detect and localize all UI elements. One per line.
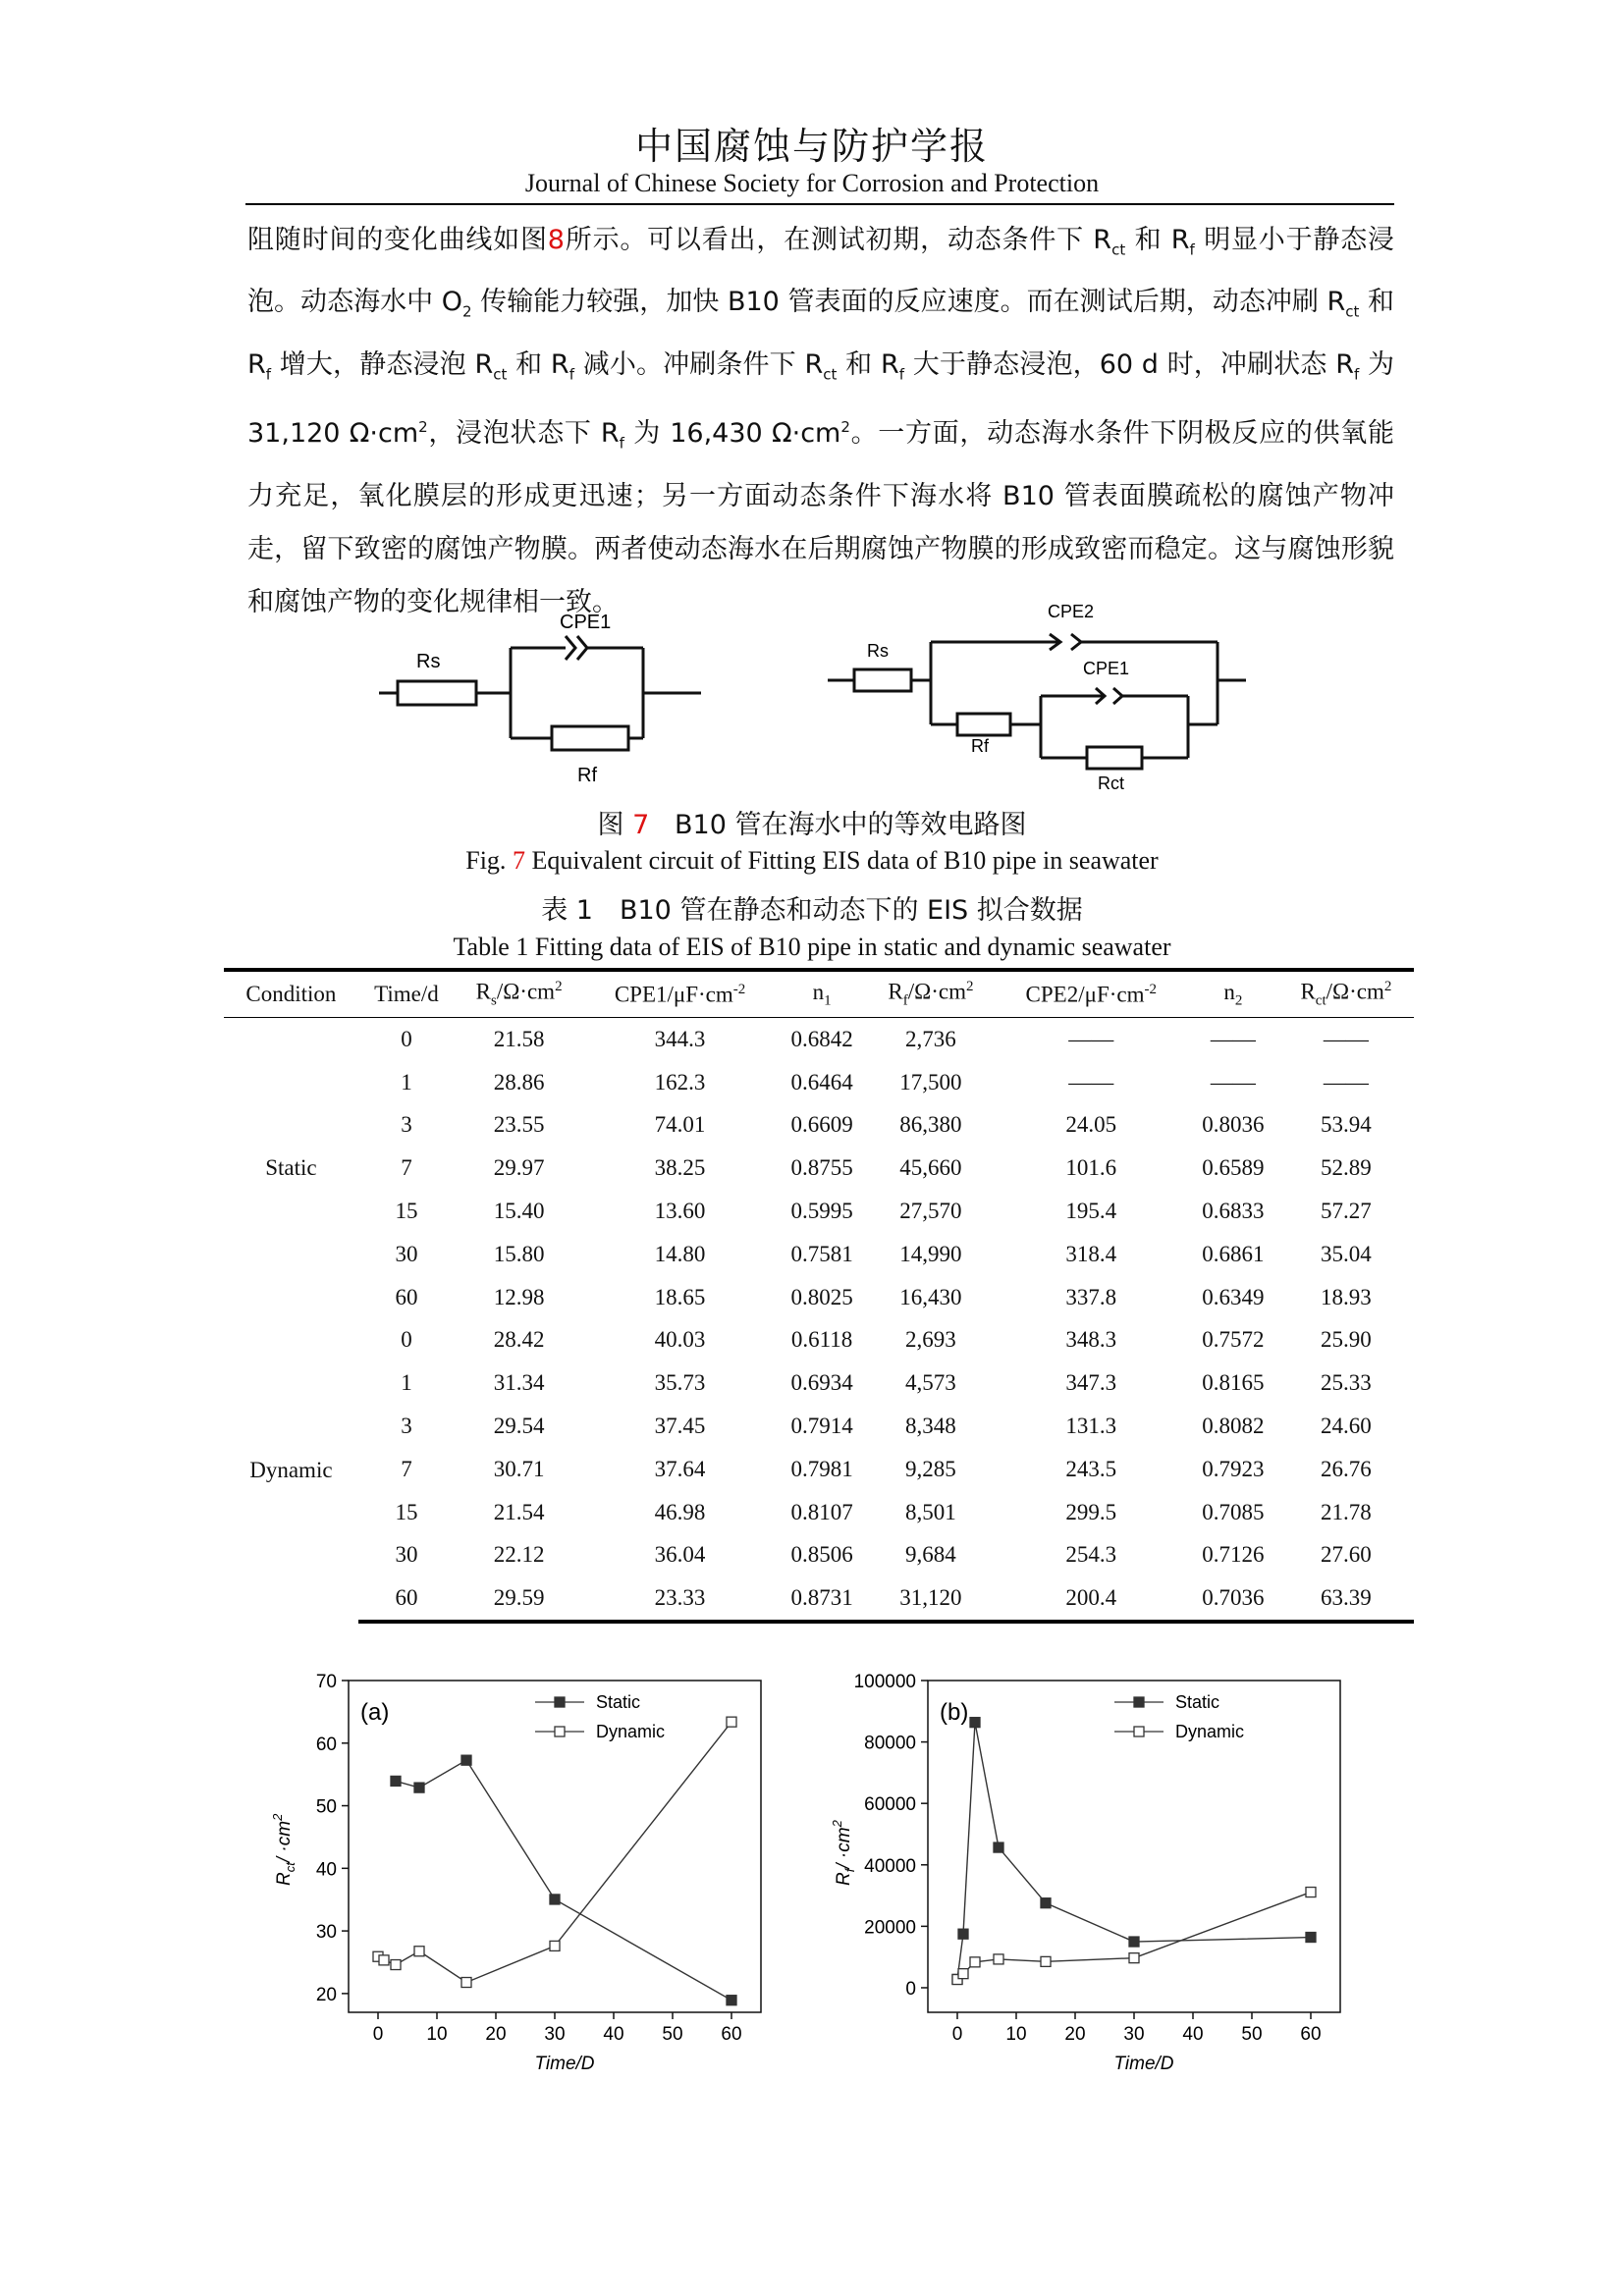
y-tick-label: 60000 (864, 1794, 916, 1816)
body-paragraph: 阻随时间的变化曲线如图8所示。可以看出，在测试初期，动态条件下 $R_{ct}$ 和 $R_f$ 明显小于静态浸泡。动态海水中 $O_2$ 传输能力较强，加快 B10 管表面的反应速度。而在测试后期，动态冲刷 $R_{ct}$ 和 $R_f$ 增大，静态浸泡 $R_{ct}$ 和 $R_f$ 减小。冲刷条件下 $R_{ct}$ 和 $R_f$ 大于静态浸泡，60 d 时，冲刷状态 $R_f$ 为 31,120 $\Omega\cdot cm^2$，浸泡状态下 $R_f$ 为 16,430 $\Omega\cdot cm^2$。一方面，动态海水条件下阴极反应的供氧能力充足，氧化膜层的形成更迅速；另一方面动态条件下海水将 B10 管表面膜疏松的腐蚀产物冲走，留下致密的腐蚀产物膜。两者使动态海水在后期腐蚀产物膜的形成致密而稳定。这与腐蚀形貌和腐蚀产物的变化规律相一致。 (247, 225, 1394, 617)
table-cell: 14.80 (654, 1241, 706, 1266)
table-cell: 0.8165 (1202, 1370, 1265, 1396)
table-cell: 0.6349 (1202, 1284, 1265, 1309)
table-cell: 101.6 (1065, 1155, 1117, 1181)
rs-label-2: Rs (867, 641, 889, 661)
table-cell: 0.7981 (790, 1456, 853, 1481)
table-cell: 13.60 (654, 1199, 706, 1224)
table-cell: 30 (395, 1241, 418, 1266)
table-cell: —— (1210, 1069, 1256, 1095)
table-cell: 31.34 (493, 1370, 545, 1396)
table-cell: 0.8755 (790, 1155, 853, 1181)
table-cell: 57.27 (1321, 1199, 1372, 1224)
table-cell: 0.6842 (790, 1026, 853, 1051)
table-cell: 0.8082 (1202, 1414, 1265, 1439)
col-n2: $n_2$ (1188, 970, 1278, 1018)
x-tick-label: 30 (1123, 2024, 1145, 2045)
table-cell: 24.05 (1065, 1112, 1117, 1138)
table-cell: 0.8506 (790, 1542, 853, 1568)
table-row (224, 1319, 1414, 1362)
y-tick-label: 0 (905, 1978, 916, 2000)
x-tick-label: 40 (1182, 2024, 1204, 2045)
table-cell: 15 (395, 1499, 418, 1524)
table-cell: 0 (401, 1327, 412, 1353)
table-cell: 299.5 (1065, 1499, 1117, 1524)
table-cell: 14,990 (899, 1241, 962, 1266)
y-axis-label: $R_{ct}/ \cdot cm^2$ (270, 1813, 298, 1886)
data-point-dynamic (379, 1955, 389, 1965)
fig7-caption-en: Fig. 7 Equivalent circuit of Fitting EIS data of B10 pipe in seawater (465, 846, 1159, 875)
data-point-dynamic (414, 1947, 424, 1956)
table-cell: 0.8107 (790, 1499, 853, 1524)
table-cell: 36.04 (654, 1542, 706, 1568)
table-cell: 74.01 (654, 1112, 706, 1138)
table-cell: 4,573 (905, 1370, 956, 1396)
table-cell: 24.60 (1321, 1414, 1372, 1439)
panel-label: (b) (940, 1699, 969, 1726)
table-row (224, 1018, 1414, 1061)
y-tick-label: 20000 (864, 1917, 916, 1939)
table-cell: 2,693 (905, 1327, 956, 1353)
table-cell: 9,285 (905, 1456, 956, 1481)
table-cell: 46.98 (654, 1499, 706, 1524)
table-cell: 0.7923 (1202, 1456, 1265, 1481)
table-cell: 21.58 (493, 1026, 545, 1051)
x-tick-label: 30 (544, 2024, 566, 2045)
x-tick-label: 50 (1241, 2024, 1263, 2045)
table-cell: 347.3 (1065, 1370, 1117, 1396)
table-cell: 0.6589 (1202, 1155, 1265, 1181)
legend-label: Static (596, 1692, 641, 1712)
data-point-dynamic (1041, 1956, 1051, 1966)
y-tick-label: 100000 (853, 1672, 916, 1692)
table-cell: 23.55 (493, 1112, 545, 1138)
table-cell: 9,684 (905, 1542, 956, 1568)
table-cell: 0.7581 (790, 1241, 853, 1266)
table-cell: 0.5995 (790, 1199, 853, 1224)
table-cell: 40.03 (654, 1327, 706, 1353)
table-cell: 162.3 (654, 1069, 706, 1095)
table1-caption-en: Table 1 Fitting data of EIS of B10 pipe in static and dynamic seawater (453, 933, 1171, 961)
data-point-static (1041, 1898, 1051, 1908)
data-point-static (1129, 1937, 1139, 1947)
table-cell: 0.7126 (1202, 1542, 1265, 1568)
fig-ref-link[interactable]: 8 (547, 225, 565, 255)
journal-title-cn: 中国腐蚀与防护学报 (634, 125, 989, 168)
table-cell: 0.8036 (1202, 1112, 1265, 1138)
table-cell: 52.89 (1321, 1155, 1372, 1181)
x-tick-label: 10 (426, 2024, 448, 2045)
table-cell: 86,380 (899, 1112, 962, 1138)
table-cell: 16,430 (899, 1284, 962, 1309)
legend-marker (555, 1727, 565, 1736)
col-cpe1: $CPE1/\mu F\cdot cm^{-2}$ (583, 970, 777, 1018)
journal-title-en: Journal of Chinese Society for Corrosion and Protection (524, 169, 1100, 197)
table-cell: 131.3 (1065, 1414, 1117, 1439)
col-rf: $R_f/\Omega\cdot cm^2$ (867, 970, 995, 1018)
fig7-caption-cn: 图 7 B10 管在海水中的等效电路图 (597, 810, 1027, 840)
legend-marker (555, 1697, 565, 1707)
y-tick-label: 60 (315, 1734, 337, 1755)
table-cell: 0.7036 (1188, 1576, 1278, 1622)
table-cell: 21.54 (493, 1499, 545, 1524)
data-point-dynamic (727, 1717, 736, 1727)
table-cell: 243.5 (1065, 1456, 1117, 1481)
cpe2-label: CPE2 (1048, 602, 1095, 621)
table-cell: 8,348 (905, 1414, 956, 1439)
y-tick-label: 40 (315, 1859, 337, 1881)
y-tick-label: 50 (315, 1796, 337, 1818)
table-cell: 0.7085 (1202, 1499, 1265, 1524)
x-tick-label: 60 (1300, 2024, 1322, 2045)
table-cell: 29.97 (493, 1155, 545, 1181)
table-cell: 30 (395, 1542, 418, 1568)
table-cell: 348.3 (1065, 1327, 1117, 1353)
table-cell: —— (1323, 1026, 1369, 1051)
table-cell: 15.80 (493, 1241, 545, 1266)
table-row (224, 1362, 1414, 1405)
table-cell: 0.7572 (1202, 1327, 1265, 1353)
table-cell: 22.12 (493, 1542, 545, 1568)
table-cell: 53.94 (1321, 1112, 1372, 1138)
table-cell: 337.8 (1065, 1284, 1117, 1309)
table-cell: 23.33 (583, 1576, 777, 1622)
x-axis-label: Time/D (1113, 2054, 1174, 2074)
table-cell: 0.8731 (777, 1576, 867, 1622)
table-cell: 0.6464 (790, 1069, 853, 1095)
x-tick-label: 40 (603, 2024, 624, 2045)
col-n1: $n_1$ (777, 970, 867, 1018)
table-cell: 60 (395, 1284, 418, 1309)
legend-marker (1134, 1727, 1144, 1736)
table-cell: 37.45 (654, 1414, 706, 1439)
rct-label: Rct (1098, 774, 1124, 793)
table-row (224, 1491, 1414, 1534)
data-point-dynamic (461, 1978, 471, 1988)
table-cell: —— (1068, 1026, 1114, 1051)
table-cell: 38.25 (654, 1155, 706, 1181)
table-cell: 0.7914 (790, 1414, 853, 1439)
x-axis-label: Time/D (534, 2054, 595, 2074)
x-tick-label: 50 (662, 2024, 683, 2045)
table-cell: 60 (358, 1576, 455, 1622)
table-cell: 0.6118 (790, 1327, 853, 1353)
table-cell: 37.64 (654, 1456, 706, 1481)
header-rule (245, 203, 1394, 205)
table-row (224, 1576, 1414, 1622)
legend-label: Dynamic (1175, 1722, 1245, 1741)
rs-label: Rs (416, 651, 441, 672)
rf-label-2: Rf (971, 736, 989, 756)
table-cell: 195.4 (1065, 1199, 1117, 1224)
table-cell: 25.33 (1321, 1370, 1372, 1396)
y-tick-label: 70 (315, 1672, 337, 1692)
table-cell: 0.6833 (1202, 1199, 1265, 1224)
table-cell: 29.54 (493, 1414, 545, 1439)
table-cell: 7 (401, 1155, 412, 1181)
table-cell: —— (1068, 1069, 1114, 1095)
y-tick-label: 40000 (864, 1855, 916, 1877)
table-cell: 25.90 (1321, 1327, 1372, 1353)
table-cell: 17,500 (899, 1069, 962, 1095)
col-rct: $R_{ct}/\Omega\cdot cm^2$ (1278, 970, 1414, 1018)
table-cell: 35.73 (654, 1370, 706, 1396)
x-tick-label: 10 (1005, 2024, 1027, 2045)
col-condition: Condition (224, 970, 358, 1018)
table1-caption-cn: 表 1 B10 管在静态和动态下的 EIS 拟合数据 (541, 895, 1083, 926)
data-point-static (970, 1718, 980, 1728)
table-cell: 0.6609 (790, 1112, 853, 1138)
data-point-static (958, 1929, 968, 1939)
chart-rf (825, 1669, 1375, 2101)
rf-label: Rf (577, 765, 597, 786)
data-point-dynamic (970, 1957, 980, 1967)
table-cell: 26.76 (1321, 1456, 1372, 1481)
x-tick-label: 20 (1064, 2024, 1086, 2045)
table-cell: 21.78 (1321, 1499, 1372, 1524)
table-cell: —— (1210, 1026, 1256, 1051)
data-point-static (550, 1895, 560, 1904)
table-cell: 30.71 (493, 1456, 545, 1481)
series-line-dynamic (957, 1893, 1311, 1980)
table-cell: 27.60 (1321, 1542, 1372, 1568)
table-row (224, 1147, 1414, 1190)
table-cell: 254.3 (1065, 1542, 1117, 1568)
condition-cell: Static (265, 1155, 317, 1181)
table-row (224, 1448, 1414, 1491)
table-cell: 0.6934 (790, 1370, 853, 1396)
data-point-static (391, 1776, 401, 1786)
table-row (224, 1534, 1414, 1577)
table-cell: 8,501 (905, 1499, 956, 1524)
table-cell: 18.93 (1321, 1284, 1372, 1309)
y-tick-label: 30 (315, 1922, 337, 1944)
table-cell: 0.6861 (1202, 1241, 1265, 1266)
table-cell: 0.8025 (790, 1284, 853, 1309)
y-axis-label: $R_f/ \cdot cm^2$ (830, 1820, 857, 1886)
table-row (224, 1104, 1414, 1148)
data-point-dynamic (1129, 1953, 1139, 1963)
x-tick-label: 60 (721, 2024, 742, 2045)
table-cell: 1 (401, 1370, 412, 1396)
cpe1-label-2: CPE1 (1083, 659, 1130, 678)
cpe1-label: CPE1 (560, 612, 612, 633)
legend-marker (1134, 1697, 1144, 1707)
table-cell: 28.86 (493, 1069, 545, 1095)
data-point-dynamic (994, 1954, 1003, 1964)
table-row (224, 1405, 1414, 1448)
table-cell: 31,120 (867, 1576, 995, 1622)
data-point-static (994, 1842, 1003, 1852)
legend-label: Dynamic (596, 1722, 666, 1741)
x-tick-label: 0 (372, 2024, 384, 2045)
table-cell: 2,736 (905, 1026, 956, 1051)
table-cell: 3 (401, 1112, 412, 1138)
y-tick-label: 20 (315, 1984, 337, 2005)
eis-table (224, 968, 1414, 1624)
table-cell: 318.4 (1065, 1241, 1117, 1266)
table-row (224, 1061, 1414, 1104)
x-tick-label: 0 (951, 2024, 963, 2045)
data-point-dynamic (1306, 1888, 1316, 1897)
table-cell: —— (1323, 1069, 1369, 1095)
condition-cell: Dynamic (249, 1457, 333, 1482)
table-cell: 3 (401, 1414, 412, 1439)
table-cell: 45,660 (899, 1155, 962, 1181)
table-cell: 29.59 (455, 1576, 583, 1622)
circuit-left (373, 589, 707, 795)
data-point-static (461, 1755, 471, 1765)
table-cell: 1 (401, 1069, 412, 1095)
chart-rct (245, 1669, 795, 2101)
table-cell: 15.40 (493, 1199, 545, 1224)
table-cell: 18.65 (654, 1284, 706, 1309)
table-row (224, 1190, 1414, 1233)
col-time: Time/d (358, 970, 455, 1018)
col-rs: $R_s/\Omega\cdot cm^2$ (455, 970, 583, 1018)
table-cell: 7 (401, 1456, 412, 1481)
panel-label: (a) (360, 1699, 390, 1726)
table-cell: 12.98 (493, 1284, 545, 1309)
table-cell: 35.04 (1321, 1241, 1372, 1266)
table-cell: 28.42 (493, 1327, 545, 1353)
data-point-static (414, 1783, 424, 1792)
table-cell: 15 (395, 1199, 418, 1224)
table-cell: 0 (401, 1026, 412, 1051)
table-cell: 344.3 (654, 1026, 706, 1051)
data-point-static (727, 1996, 736, 2005)
data-point-dynamic (550, 1941, 560, 1950)
data-point-static (1306, 1933, 1316, 1943)
y-tick-label: 80000 (864, 1733, 916, 1754)
data-point-dynamic (958, 1969, 968, 1979)
table-cell: 200.4 (995, 1576, 1188, 1622)
table-row (224, 1276, 1414, 1319)
legend-label: Static (1175, 1692, 1220, 1712)
x-tick-label: 20 (485, 2024, 507, 2045)
series-line-static (396, 1760, 731, 2001)
col-cpe2: $CPE2/\mu F\cdot cm^{-2}$ (995, 970, 1188, 1018)
table-cell: 63.39 (1278, 1576, 1414, 1622)
table-row (224, 1233, 1414, 1276)
circuit-right (820, 595, 1252, 801)
table-cell: 27,570 (899, 1199, 962, 1224)
data-point-dynamic (391, 1960, 401, 1970)
